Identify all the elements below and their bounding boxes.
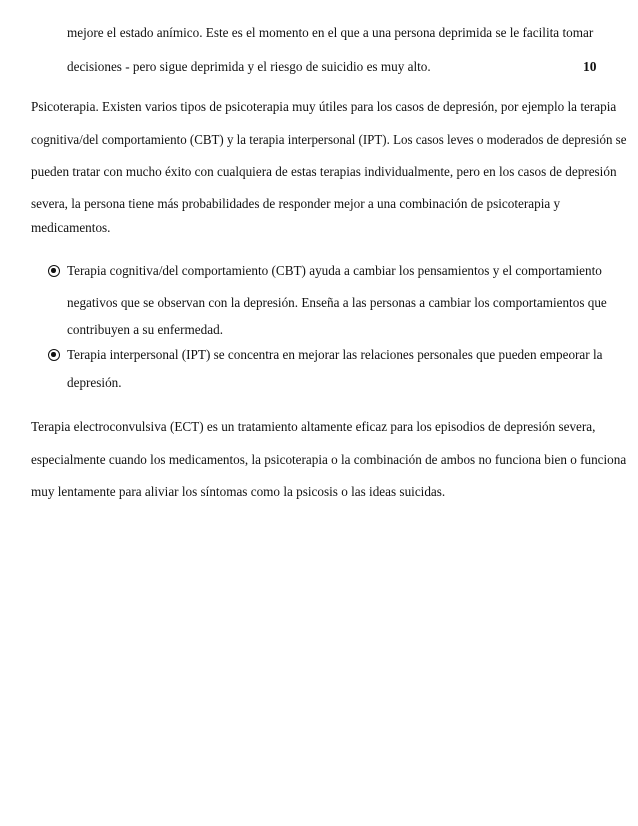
paragraph-line: Terapia electroconvulsiva (ECT) es un tratamiento altamente eficaz para los episodios de depresión severa, — [31, 419, 596, 434]
intro-line: decisiones - pero sigue deprimida y el riesgo de suicidio es muy alto. — [67, 59, 431, 74]
page-number: 10 — [583, 59, 597, 74]
paragraph-line: severa, la persona tiene más probabilidades de responder mejor a una combinación de psicoterapia y — [31, 196, 561, 211]
paragraph-line: Psicoterapia. Existen varios tipos de psicoterapia muy útiles para los casos de depresión, por ejemplo la terapia — [31, 99, 617, 114]
bullet-line: Terapia cognitiva/del comportamiento (CBT) ayuda a cambiar los pensamientos y el comportamiento — [67, 263, 602, 278]
paragraph-line: especialmente cuando los medicamentos, la psicoterapia o la combinación de ambos no funciona bien o funciona — [31, 452, 627, 467]
intro-line: mejore el estado anímico. Este es el momento en el que a una persona deprimida se le facilita tomar — [67, 25, 594, 40]
bullet-icon — [48, 265, 60, 277]
paragraph-line: pueden tratar con mucho éxito con cualquiera de estas terapias individualmente, pero en los casos de depresión — [31, 164, 617, 179]
bullet-icon — [48, 349, 60, 361]
bullet-line: negativos que se observan con la depresión. Enseña a las personas a cambiar los comportamientos que — [67, 295, 607, 310]
paragraph-line: muy lentamente para aliviar los síntomas como la psicosis o las ideas suicidas. — [31, 484, 446, 499]
paragraph-line: cognitiva/del comportamiento (CBT) y la terapia interpersonal (IPT). Los casos leves o moderados de depresión se — [31, 132, 627, 147]
bullet-line: depresión. — [67, 375, 122, 390]
paragraph-line: medicamentos. — [31, 220, 111, 235]
bullet-line: Terapia interpersonal (IPT) se concentra en mejorar las relaciones personales que pueden empeorar la — [67, 347, 603, 362]
bullet-line: contribuyen a su enfermedad. — [67, 322, 223, 337]
